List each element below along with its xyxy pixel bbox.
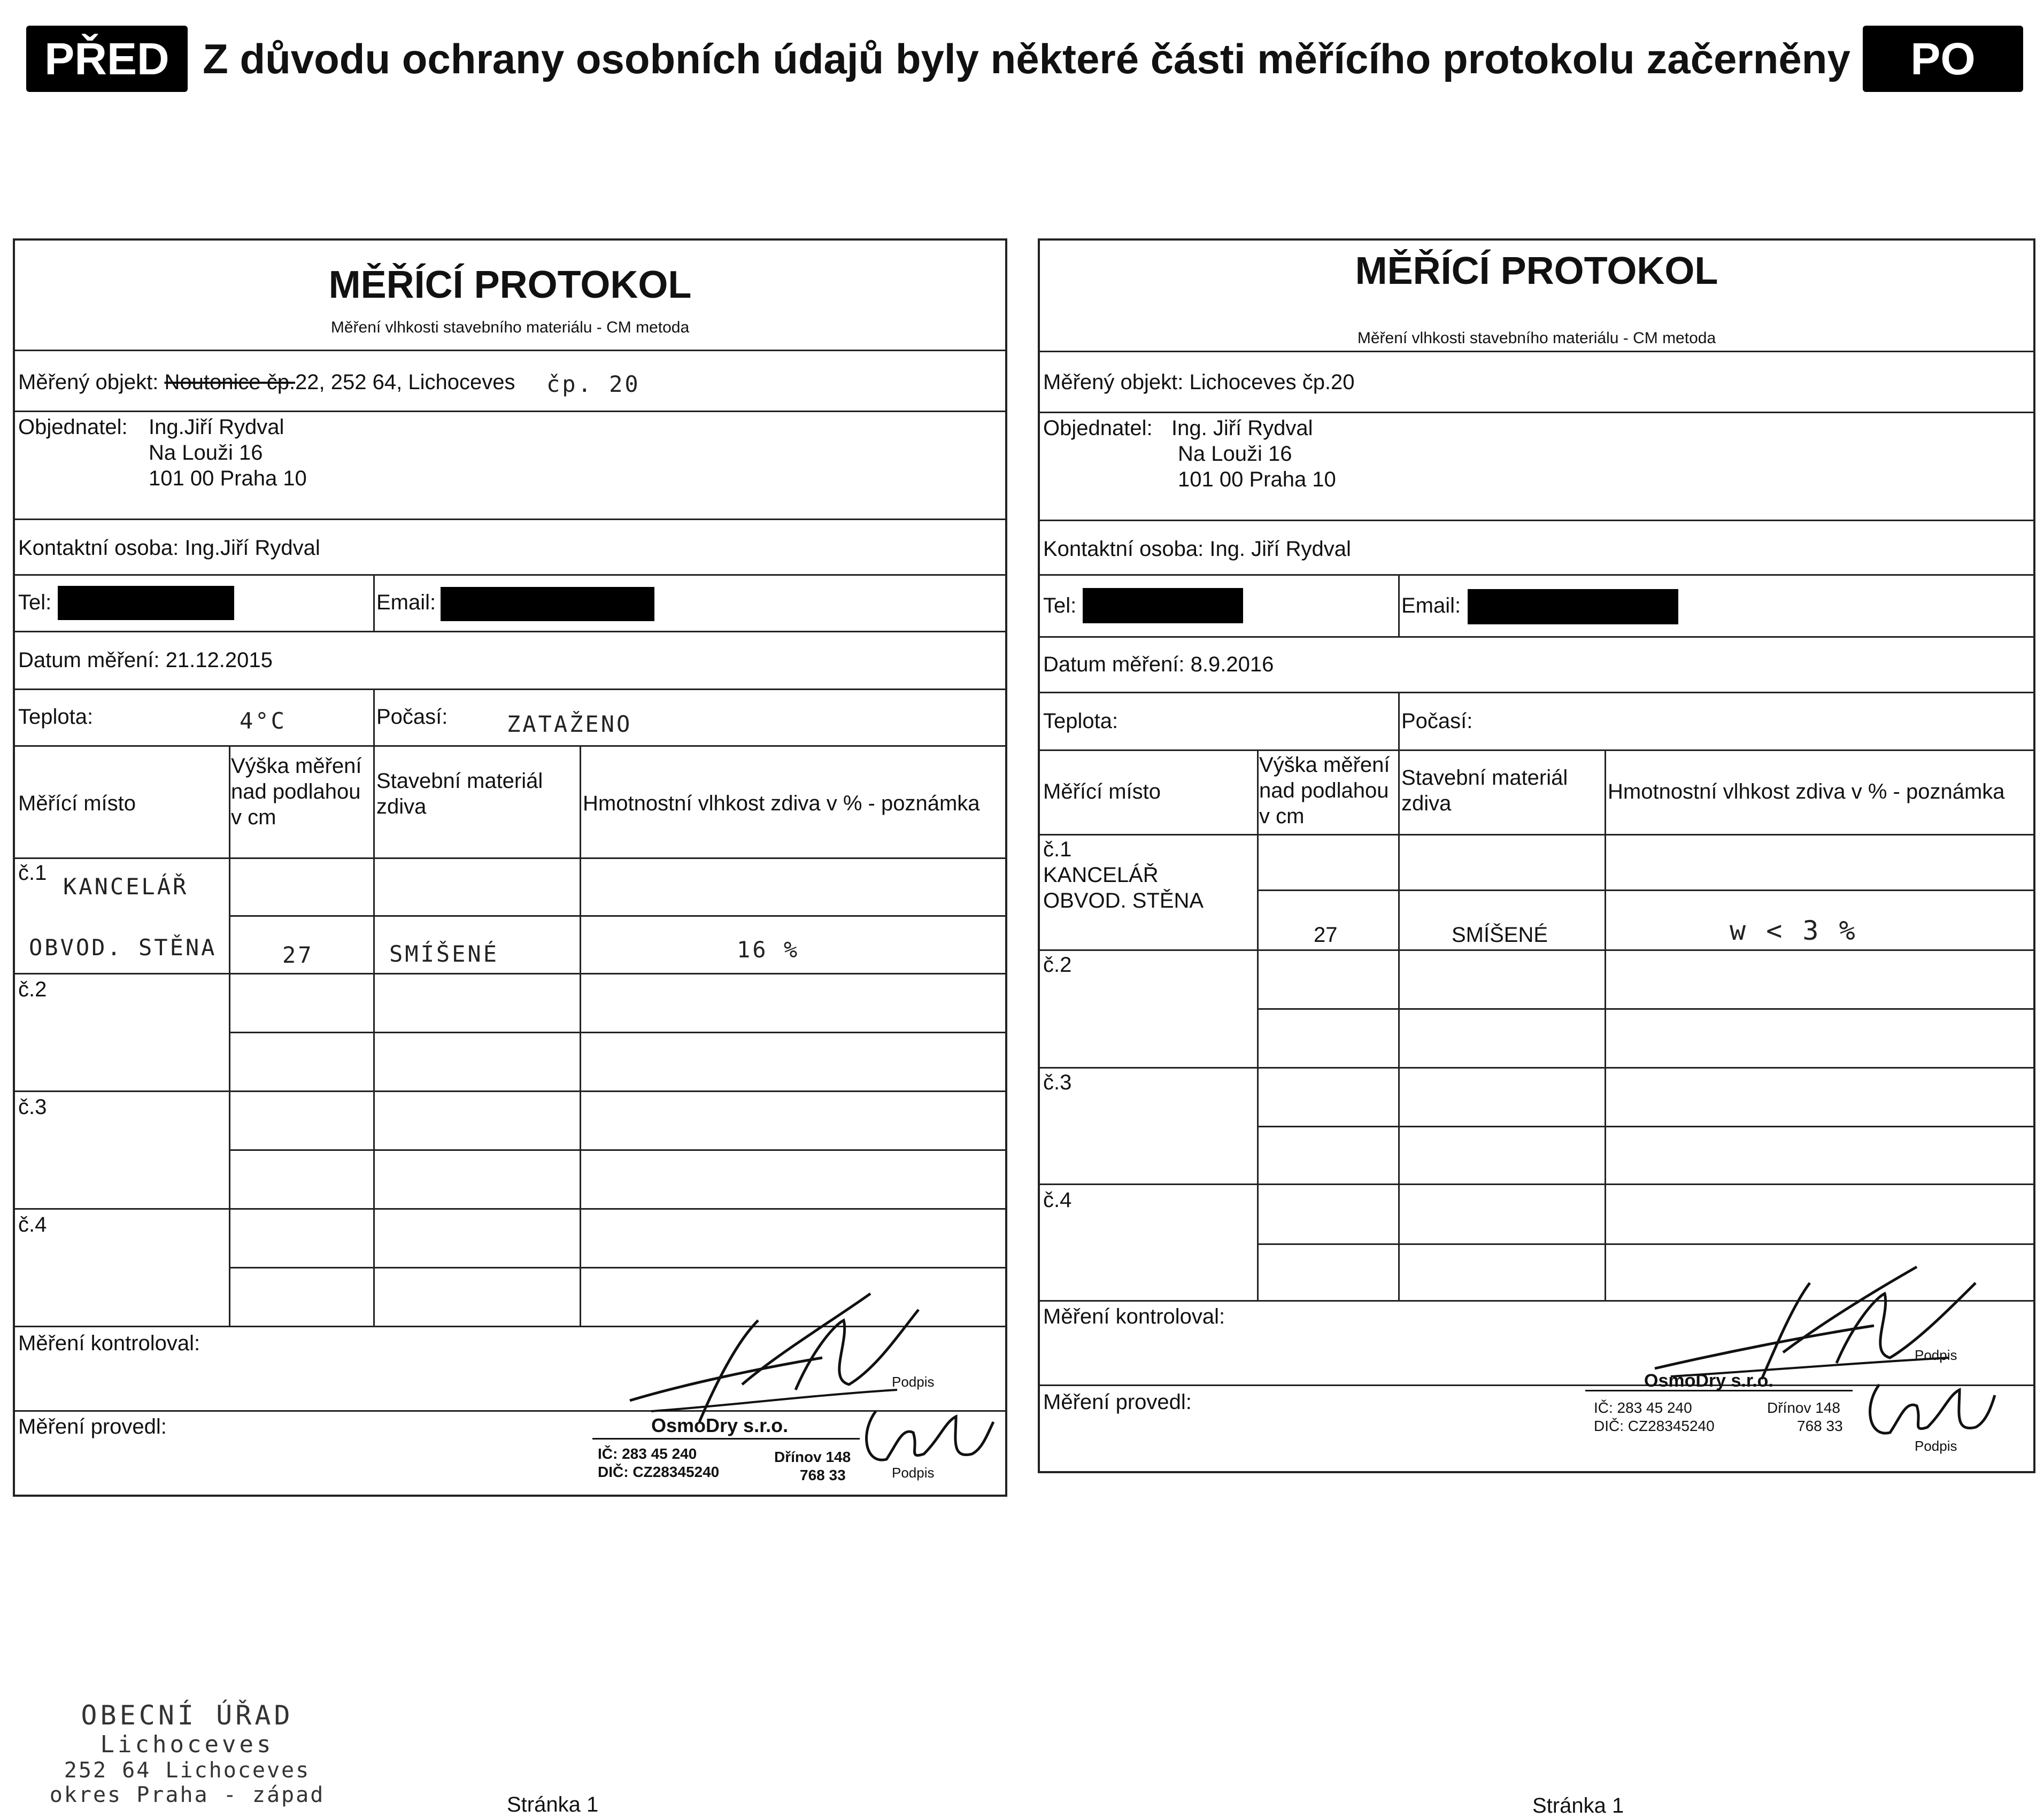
row3-label: č.3 bbox=[18, 1095, 47, 1119]
col-material-header-2: zdiva bbox=[376, 795, 427, 818]
client-city: 101 00 Praha 10 bbox=[1178, 468, 1336, 491]
contact-person: Kontaktní osoba: Ing.Jiří Rydval bbox=[18, 536, 320, 560]
email-label: Email: bbox=[376, 591, 436, 614]
company-stamp-name: OsmoDry s.r.o. bbox=[651, 1414, 789, 1436]
page-footer-after: Stránka 1 bbox=[1532, 1794, 1624, 1817]
before-label-badge: PŘED bbox=[26, 26, 188, 92]
office-stamp-line-3: 252 64 Lichoceves bbox=[64, 1758, 311, 1783]
object-value: 22, 252 64, Lichoceves bbox=[295, 370, 515, 394]
sign-label-2: Podpis bbox=[892, 1465, 935, 1481]
email-label: Email: bbox=[1401, 594, 1461, 617]
client-label: Objednatel: bbox=[18, 415, 128, 439]
page-footer-before: Stránka 1 bbox=[507, 1793, 599, 1816]
temperature-handwritten: 4°C bbox=[240, 708, 287, 734]
temperature-label: Teplota: bbox=[18, 705, 94, 729]
col-place-header: Měřící místo bbox=[18, 792, 136, 815]
row4-label: č.4 bbox=[1043, 1188, 1072, 1212]
col-height-header-2: nad podlahou bbox=[1259, 779, 1389, 802]
sign-label-1: Podpis bbox=[1915, 1347, 1957, 1363]
row1-height: 27 bbox=[1314, 923, 1338, 947]
protocol-title: MĚŘÍCÍ PROTOKOL bbox=[1355, 250, 1718, 292]
performed-by-label: Měření provedl: bbox=[1043, 1390, 1192, 1414]
office-stamp-line-4: okres Praha - západ bbox=[49, 1783, 325, 1807]
row4-label: č.4 bbox=[18, 1213, 47, 1236]
performed-by-label: Měření provedl: bbox=[18, 1415, 167, 1438]
row1-moisture-handwritten: w < 3 % bbox=[1730, 915, 1857, 946]
tel-redaction bbox=[58, 586, 234, 620]
col-material-header-1: Stavební materiál bbox=[1401, 766, 1568, 790]
row1-label: č.1 bbox=[1043, 838, 1072, 861]
row1-material: SMÍŠENÉ bbox=[1452, 923, 1548, 947]
protocol-title: MĚŘÍCÍ PROTOKOL bbox=[328, 264, 692, 306]
sign-label-2: Podpis bbox=[1915, 1438, 1957, 1454]
col-moisture-header: Hmotnostní vlhkost zdiva v % - poznámka bbox=[583, 792, 980, 815]
col-height-header-1: Výška měření bbox=[1259, 753, 1390, 777]
protocol-subtitle: Měření vlhkosti stavebního materiálu - CM metoda bbox=[330, 319, 690, 336]
tel-redaction bbox=[1083, 588, 1243, 623]
client-label: Objednatel: bbox=[1043, 416, 1153, 440]
temperature-label: Teplota: bbox=[1043, 709, 1119, 733]
row1-height-handwritten: 27 bbox=[282, 942, 314, 968]
tel-label: Tel: bbox=[1043, 594, 1077, 617]
email-redaction bbox=[441, 587, 654, 621]
company-stamp-addr1: Dřínov 148 bbox=[774, 1449, 851, 1465]
col-height-header-1: Výška měření bbox=[231, 754, 362, 778]
row3-label: č.3 bbox=[1043, 1071, 1072, 1094]
weather-label: Počasí: bbox=[1401, 709, 1473, 733]
company-stamp-ic: IČ: 283 45 240 bbox=[1594, 1399, 1692, 1416]
row1-moisture-handwritten: 16 % bbox=[737, 937, 800, 963]
weather-label: Počasí: bbox=[376, 705, 448, 729]
municipal-office-stamp bbox=[48, 1700, 326, 1807]
object-label-value: Měřený objekt: Lichoceves čp.20 bbox=[1043, 370, 1355, 394]
company-stamp-addr1: Dřínov 148 bbox=[1767, 1399, 1840, 1416]
checked-by-label: Měření kontroloval: bbox=[18, 1332, 200, 1355]
signature-performer bbox=[1858, 1374, 1997, 1449]
client-name: Ing. Jiří Rydval bbox=[1171, 416, 1313, 440]
row2-label: č.2 bbox=[18, 978, 47, 1001]
after-label-badge: PO bbox=[1863, 26, 2023, 92]
tel-label: Tel: bbox=[18, 591, 52, 614]
client-street: Na Louži 16 bbox=[1178, 442, 1292, 466]
row1-place-handwritten: KANCELÁŘ bbox=[63, 873, 189, 900]
measurement-date: Datum měření: 8.9.2016 bbox=[1043, 653, 1274, 676]
measurement-date: Datum měření: 21.12.2015 bbox=[18, 648, 273, 672]
object-struck-text: Noutonice čp. bbox=[164, 370, 296, 394]
row2-label: č.2 bbox=[1043, 953, 1072, 977]
company-stamp-dic: DIČ: CZ28345240 bbox=[598, 1464, 720, 1480]
email-redaction bbox=[1468, 589, 1678, 624]
row1-label: č.1 bbox=[18, 861, 47, 885]
office-stamp-line-2: Lichoceves bbox=[100, 1731, 274, 1758]
office-stamp-line-1: OBECNÍ ÚŘAD bbox=[81, 1700, 294, 1731]
col-height-header-3: v cm bbox=[231, 806, 276, 829]
row1-material-handwritten: SMÍŠENÉ bbox=[389, 941, 499, 967]
client-name: Ing.Jiří Rydval bbox=[149, 415, 284, 439]
client-street: Na Louži 16 bbox=[149, 441, 263, 465]
object-handwritten: čp. 20 bbox=[546, 371, 641, 397]
row1-wall: OBVOD. STĚNA bbox=[1043, 889, 1204, 912]
client-city: 101 00 Praha 10 bbox=[149, 467, 307, 490]
privacy-notice: Z důvodu ochrany osobních údajů byly některé části měřícího protokolu začerněny bbox=[203, 35, 1850, 82]
sign-label-1: Podpis bbox=[892, 1374, 935, 1390]
protocol-after bbox=[1038, 238, 2035, 1473]
protocol-subtitle: Měření vlhkosti stavebního materiálu - CM metoda bbox=[1357, 329, 1716, 347]
col-material-header-2: zdiva bbox=[1401, 792, 1452, 815]
checked-by-label: Měření kontroloval: bbox=[1043, 1305, 1225, 1328]
col-material-header-1: Stavební materiál bbox=[376, 769, 543, 793]
col-moisture-header: Hmotnostní vlhkost zdiva v % - poznámka bbox=[1608, 780, 2005, 803]
company-stamp-addr2: 768 33 bbox=[1797, 1418, 1843, 1434]
company-stamp-addr2: 768 33 bbox=[800, 1467, 846, 1483]
company-stamp-ic: IČ: 283 45 240 bbox=[598, 1445, 697, 1462]
row1-place: KANCELÁŘ bbox=[1043, 863, 1159, 887]
contact-person: Kontaktní osoba: Ing. Jiří Rydval bbox=[1043, 537, 1351, 561]
protocol-before bbox=[13, 238, 1007, 1497]
object-label: Měřený objekt: bbox=[18, 370, 159, 394]
row1-wall-handwritten: OBVOD. STĚNA bbox=[29, 934, 217, 961]
col-height-header-2: nad podlahou bbox=[231, 780, 361, 803]
company-stamp-name: OsmoDry s.r.o. bbox=[1644, 1371, 1773, 1391]
company-stamp-dic: DIČ: CZ28345240 bbox=[1594, 1418, 1715, 1434]
col-height-header-3: v cm bbox=[1259, 804, 1305, 828]
signature-checker bbox=[1649, 1262, 1992, 1384]
col-place-header: Měřící místo bbox=[1043, 780, 1161, 803]
weather-handwritten: ZATAŽENO bbox=[507, 711, 633, 737]
